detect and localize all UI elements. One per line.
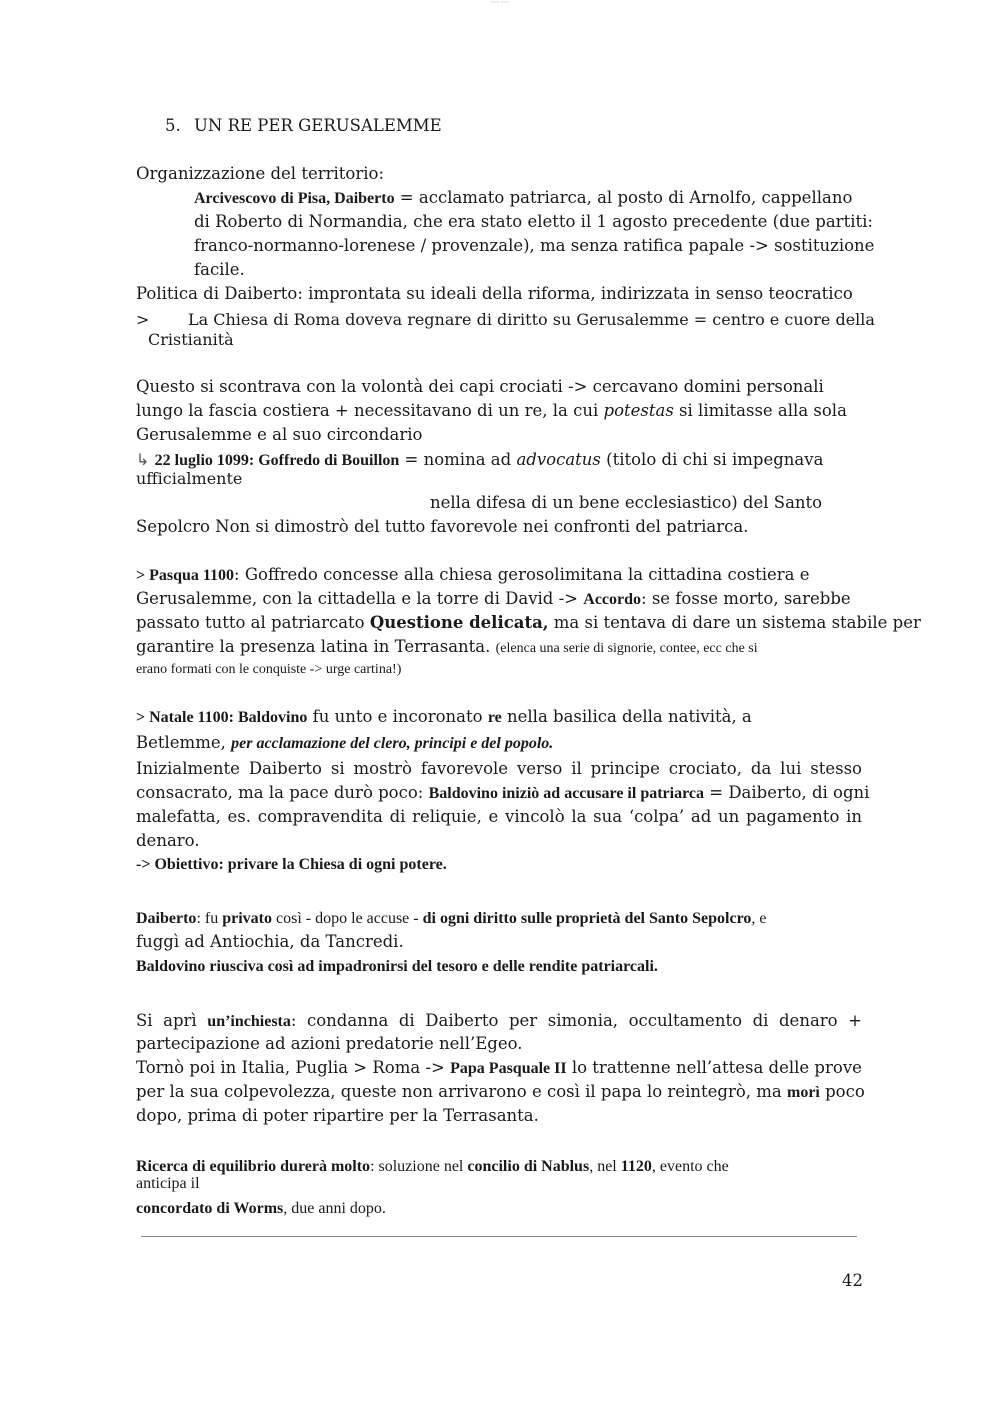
inchiesta-l4a: per la sua colpevolezza, queste non arrivarono e così il papa lo reintegrò, ma — [136, 1082, 787, 1101]
page-number: 42 — [842, 1271, 863, 1290]
pasqua-line-4a: garantire la presenza latina in Terrasanta. — [136, 637, 496, 656]
natale-bold: > Natale 1100: Baldovino — [136, 709, 308, 726]
daiberto-line-1 — [136, 906, 766, 931]
section-title: UN RE PER GERUSALEMME — [194, 116, 442, 135]
questo-line-1: Questo si scontrava con la volontà dei capi crociati -> cercavano domini personali — [136, 377, 824, 396]
privato-bold: privato — [222, 910, 272, 927]
pasqua-note: (elenca una serie di signorie, contee, ecc che si — [495, 641, 758, 656]
inchiesta-line-2: partecipazione ad azioni predatorie nell’Egeo. — [136, 1034, 523, 1053]
section-heading — [165, 114, 442, 138]
inchiesta-l3b: lo trattenne nell’attesa delle prove — [566, 1058, 862, 1077]
section-number: 5. — [165, 116, 181, 135]
inchiesta-l1b: : condanna di Daiberto per simonia, occultamento di denaro + — [290, 1011, 862, 1030]
obiettivo-line: -> Obiettivo: privare la Chiesa di ogni potere. — [136, 856, 447, 873]
questo-line-2 — [136, 399, 847, 423]
natale-para-4: denaro. — [136, 831, 200, 850]
inchiesta-line-3 — [136, 1056, 862, 1081]
ricerca-t4: , due anni dopo. — [283, 1200, 386, 1217]
goffredo-rest-2: (titolo di chi si impegnava — [600, 450, 824, 469]
inchiesta-l3a: Tornò poi in Italia, Puglia > Roma -> — [136, 1058, 451, 1077]
politica-arrow: > — [136, 310, 150, 329]
potestas-term: potestas — [603, 401, 674, 420]
natale-line-1 — [136, 705, 752, 730]
pasqua-line-2b: : se fosse morto, sarebbe — [641, 589, 851, 608]
questione-bold: Questione delicata, — [369, 613, 549, 632]
pasqua-bold: > Pasqua 1100 — [136, 567, 235, 584]
ricerca-line-2: anticipa il — [136, 1175, 200, 1192]
natale-para-2a: consacrato, ma la pace durò poco: — [136, 783, 429, 802]
org-line-2: di Roberto di Normandia, che era stato eletto il 1 agosto precedente (due partiti: — [194, 212, 873, 231]
org-bold: Arcivescovo di Pisa, Daiberto — [194, 190, 395, 207]
politica-line-2: La Chiesa di Roma doveva regnare di diritto su Gerusalemme = centro e cuore della — [188, 310, 875, 329]
natale-line-1b: nella basilica della natività, a — [501, 707, 752, 726]
natale-para-3: malefatta, es. compravendita di reliquie, e vincolò la sua ‘colpa’ ad un pagamento in — [136, 807, 862, 826]
natale-para-1: Inizialmente Daiberto si mostrò favorevole verso il principe crociato, da lui stesso — [136, 759, 862, 778]
inchiesta-bold: un’inchiesta — [207, 1013, 291, 1030]
pasqua-line-3 — [136, 611, 921, 635]
ricerca-line-1 — [136, 1154, 729, 1179]
pasqua-line-2 — [136, 587, 851, 612]
natale-para-2 — [136, 781, 869, 806]
acclamazione-bold-italic: per acclamazione del clero, principi e del popolo. — [231, 735, 554, 752]
politica-line: Politica di Daiberto: improntata su ideali della riforma, indirizzata in senso teocratico — [136, 284, 853, 303]
inchiesta-l4b: poco — [819, 1082, 865, 1101]
advocatus-term: advocatus — [516, 450, 601, 469]
goffredo-line-2: ufficialmente — [136, 469, 243, 488]
difesa-line: nella difesa di un bene ecclesiastico) del Santo — [430, 493, 823, 512]
pasqua-line-1 — [136, 563, 810, 588]
politica-line-3: Cristianità — [148, 330, 234, 349]
mori-bold: morì — [786, 1084, 820, 1101]
goffredo-bold: 22 luglio 1099: Goffredo di Bouillon — [154, 452, 400, 469]
diritto-bold: di ogni diritto sulle proprietà del Santo Sepolcro — [422, 910, 752, 927]
goffredo-rest: = nomina ad — [399, 450, 517, 469]
pasqua-line-3a: passato tutto al patriarcato — [136, 613, 370, 632]
daiberto-t3: , e — [751, 910, 767, 927]
inchiesta-line-1 — [136, 1009, 862, 1034]
org-line-4: facile. — [194, 260, 245, 279]
questo-line-2b: si limitasse alla sola — [673, 401, 847, 420]
pasqua-note-2: erano formati con le conquiste -> urge cartina!) — [136, 662, 402, 677]
year-bold: 1120 — [620, 1158, 652, 1175]
ricerca-t2: , nel — [589, 1158, 621, 1175]
ricerca-t1: : soluzione nel — [370, 1158, 468, 1175]
natale-para-2b: = Daiberto, di ogni — [704, 783, 870, 802]
pasqua-line-2a: Gerusalemme, con la cittadella e la torre di David -> — [136, 589, 584, 608]
sepolcro-line: Sepolcro Non si dimostrò del tutto favorevole nei confronti del patriarca. — [136, 517, 749, 536]
footer-divider — [141, 1236, 857, 1237]
daiberto-bold: Daiberto — [136, 910, 197, 927]
accordo-bold: Accordo — [583, 591, 642, 608]
ricerca-t3: , evento che — [651, 1158, 729, 1175]
worms-bold: concordato di Worms — [136, 1200, 284, 1217]
inchiesta-line-4 — [136, 1080, 865, 1105]
header-mark: ~~~ ~~~ — [490, 0, 509, 6]
questo-line-2a: lungo la fascia costiera + necessitavano di un re, la cui — [136, 401, 604, 420]
ricerca-bold: Ricerca di equilibrio durerà molto — [136, 1158, 371, 1175]
pasqua-line-3b: ma si tentava di dare un sistema stabile per — [548, 613, 921, 632]
daiberto-line-3: Baldovino riusciva così ad impadronirsi del tesoro e delle rendite patriarcali. — [136, 958, 658, 975]
papa-bold: Papa Pasquale II — [450, 1060, 567, 1077]
org-heading: Organizzazione del territorio: — [136, 164, 384, 183]
inchiesta-line-5: dopo, prima di poter ripartire per la Terrasanta. — [136, 1106, 539, 1125]
inchiesta-l1a: Si aprì — [136, 1011, 208, 1030]
ricerca-line-3 — [136, 1196, 386, 1221]
natale-line-2 — [136, 731, 553, 756]
org-line-1 — [194, 186, 852, 211]
baldovino-accusa-bold: Baldovino iniziò ad accusare il patriarca — [428, 785, 705, 802]
natale-line-1a: fu unto e incoronato — [307, 707, 488, 726]
return-arrow-icon: ↳ — [136, 452, 150, 469]
re-bold: re — [487, 709, 502, 726]
org-line-3: franco-normanno-lorenese / provenzale), ma senza ratifica papale -> sostituzione — [194, 236, 875, 255]
org-line-1-rest: = acclamato patriarca, al posto di Arnolfo, cappellano — [394, 188, 853, 207]
natale-line-2a: Betlemme, — [136, 733, 232, 752]
questo-line-3: Gerusalemme e al suo circondario — [136, 425, 423, 444]
daiberto-t1: : fu — [196, 910, 223, 927]
pasqua-line-1-rest: : Goffredo concesse alla chiesa gerosolimitana la cittadina costiera e — [234, 565, 810, 584]
daiberto-line-2: fuggì ad Antiochia, da Tancredi. — [136, 932, 404, 951]
nablus-bold: concilio di Nablus — [467, 1158, 590, 1175]
daiberto-t2: così - dopo le accuse - — [272, 910, 423, 927]
